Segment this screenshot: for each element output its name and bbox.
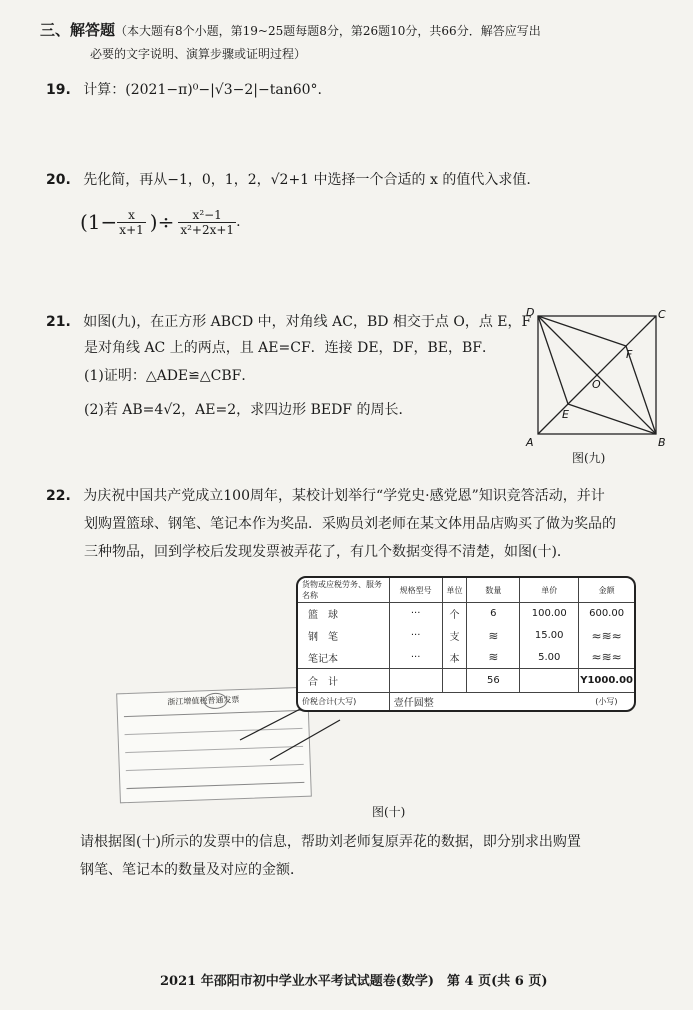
invoice-sum-row [298,693,634,711]
invoice-row [298,625,634,647]
sum-label: 价税合计(大写) [298,693,389,711]
numerator: x [117,208,145,223]
page-footer: 2021 年邵阳市初中学业水平考试试题卷(数学) 第 4 页(共 6 页) [160,974,548,989]
label-b: B [658,436,666,449]
question-line: 划购置篮球、钢笔、笔记本作为奖品．采购员刘老师在某文体用品店购买了做为奖品的 [84,516,616,532]
segment-de [538,316,568,404]
header-cell: 货物或应税劳务、服务名称 [298,578,389,603]
sum-value: 壹仟圆整 [389,693,520,711]
question-line: 钢笔、笔记本的数量及对应的金额． [80,862,304,878]
item-name: 笔记本 [298,647,389,669]
header-cell: 单位 [442,578,467,603]
label-c: C [658,308,666,321]
invoice-row [298,603,634,625]
denominator: x+1 [119,222,144,237]
invoice-zoom [296,576,636,712]
question-number: 19. [46,82,71,98]
section-heading-row [40,20,541,41]
label-f: F [626,348,633,361]
total-amount: Y1000.00 [579,669,634,693]
section-note-2: 必要的文字说明、演算步骤或证明过程） [90,47,307,61]
fraction [178,208,236,237]
denominator: x²+2x+1 [180,222,235,237]
item-qty-smudged: ≋ [467,625,520,647]
total-label: 合 计 [298,669,389,693]
divider [126,782,304,789]
item-price: 5.00 [520,647,579,669]
invoice-table [298,578,634,711]
item-qty-smudged: ≋ [467,647,520,669]
figure-10-caption: 图(十) [372,805,406,819]
invoice-thumbnail-title: 浙江增值税普通发票 [167,695,240,707]
question-text: 先化简，再从−1，0，1，2，√2+1 中选择一个合适的 x 的值代入求值. [83,172,531,188]
item-price: 100.00 [520,603,579,625]
item-amount: 600.00 [589,608,625,620]
figure-9-caption: 图(九) [572,451,606,465]
header-cell: 数量 [467,578,520,603]
item-spec: ··· [389,625,442,647]
invoice-seal [203,693,228,710]
question-line: 如图(九)，在正方形 ABCD 中，对角线 AC，BD 相交于点 O，点 E，F [83,314,532,330]
question-line: 为庆祝中国共产党成立100周年，某校计划举行“学党史·感党恩”知识竞答活动，并计 [83,488,605,504]
small-label: (小写) [579,693,634,711]
item-spec: ··· [389,603,442,625]
question-line: 三种物品，回到学校后发现发票被弄花了，有几个数据变得不清楚，如图(十)． [84,544,571,560]
label-e: E [562,408,569,421]
expr-end: . [236,214,241,230]
question-number: 20. [46,172,71,188]
item-spec: ··· [389,647,442,669]
section-note: （本大题有8个小题，第19~25题每题8分，第26题10分，共66分．解答应写出 [115,24,541,38]
numerator: x²−1 [178,208,236,223]
item-unit: 个 [442,603,467,625]
item-qty: 6 [467,603,520,625]
section-heading: 三、解答题 [40,21,116,39]
expr-divide: )÷ [149,210,175,234]
question-22 [46,486,605,506]
question-line: 是对角线 AC 上的两点，且 AE=CF．连接 DE，DF，BE，BF． [84,340,497,356]
question-19 [46,80,322,100]
item-unit: 支 [442,625,467,647]
segment-df [538,316,626,346]
question-text: 计算：(2021−π)⁰−|√3−2|−tan60°. [83,82,322,98]
label-d: D [526,306,535,319]
header-cell: 金额 [579,578,634,603]
question-part-2: (2)若 AB=4√2，AE=2，求四边形 BEDF 的周长． [84,402,413,418]
empty-cell [389,669,442,693]
q20-expression [80,204,241,240]
expr-open: (1− [80,210,118,234]
fraction [117,208,145,237]
label-o: O [592,378,601,391]
segment-be [568,404,656,434]
question-number: 21. [46,314,71,330]
item-name: 钢 笔 [298,625,389,647]
question-21 [46,312,531,332]
item-name: 篮 球 [298,603,389,625]
question-line: 请根据图(十)所示的发票中的信息，帮助刘老师复原弄花的数据，即分别求出购置 [80,834,581,850]
question-part-1: (1)证明：△ADE≌△CBF． [84,368,256,384]
item-amount-smudged: ≈≋≈ [591,628,622,643]
total-qty: 56 [467,669,520,693]
invoice-total-row [298,669,634,693]
label-a: A [526,436,534,449]
invoice-row [298,647,634,669]
header-cell: 单价 [520,578,579,603]
empty-cell [520,693,579,711]
item-price: 15.00 [520,625,579,647]
empty-cell [520,669,579,693]
header-cell: 规格型号 [389,578,442,603]
question-20 [46,170,531,190]
question-number: 22. [46,488,71,504]
empty-cell [442,669,467,693]
invoice-header-row [298,578,634,603]
item-unit: 本 [442,647,467,669]
geometry-figure [522,306,672,456]
item-amount-smudged: ≈≋≈ [591,650,622,665]
